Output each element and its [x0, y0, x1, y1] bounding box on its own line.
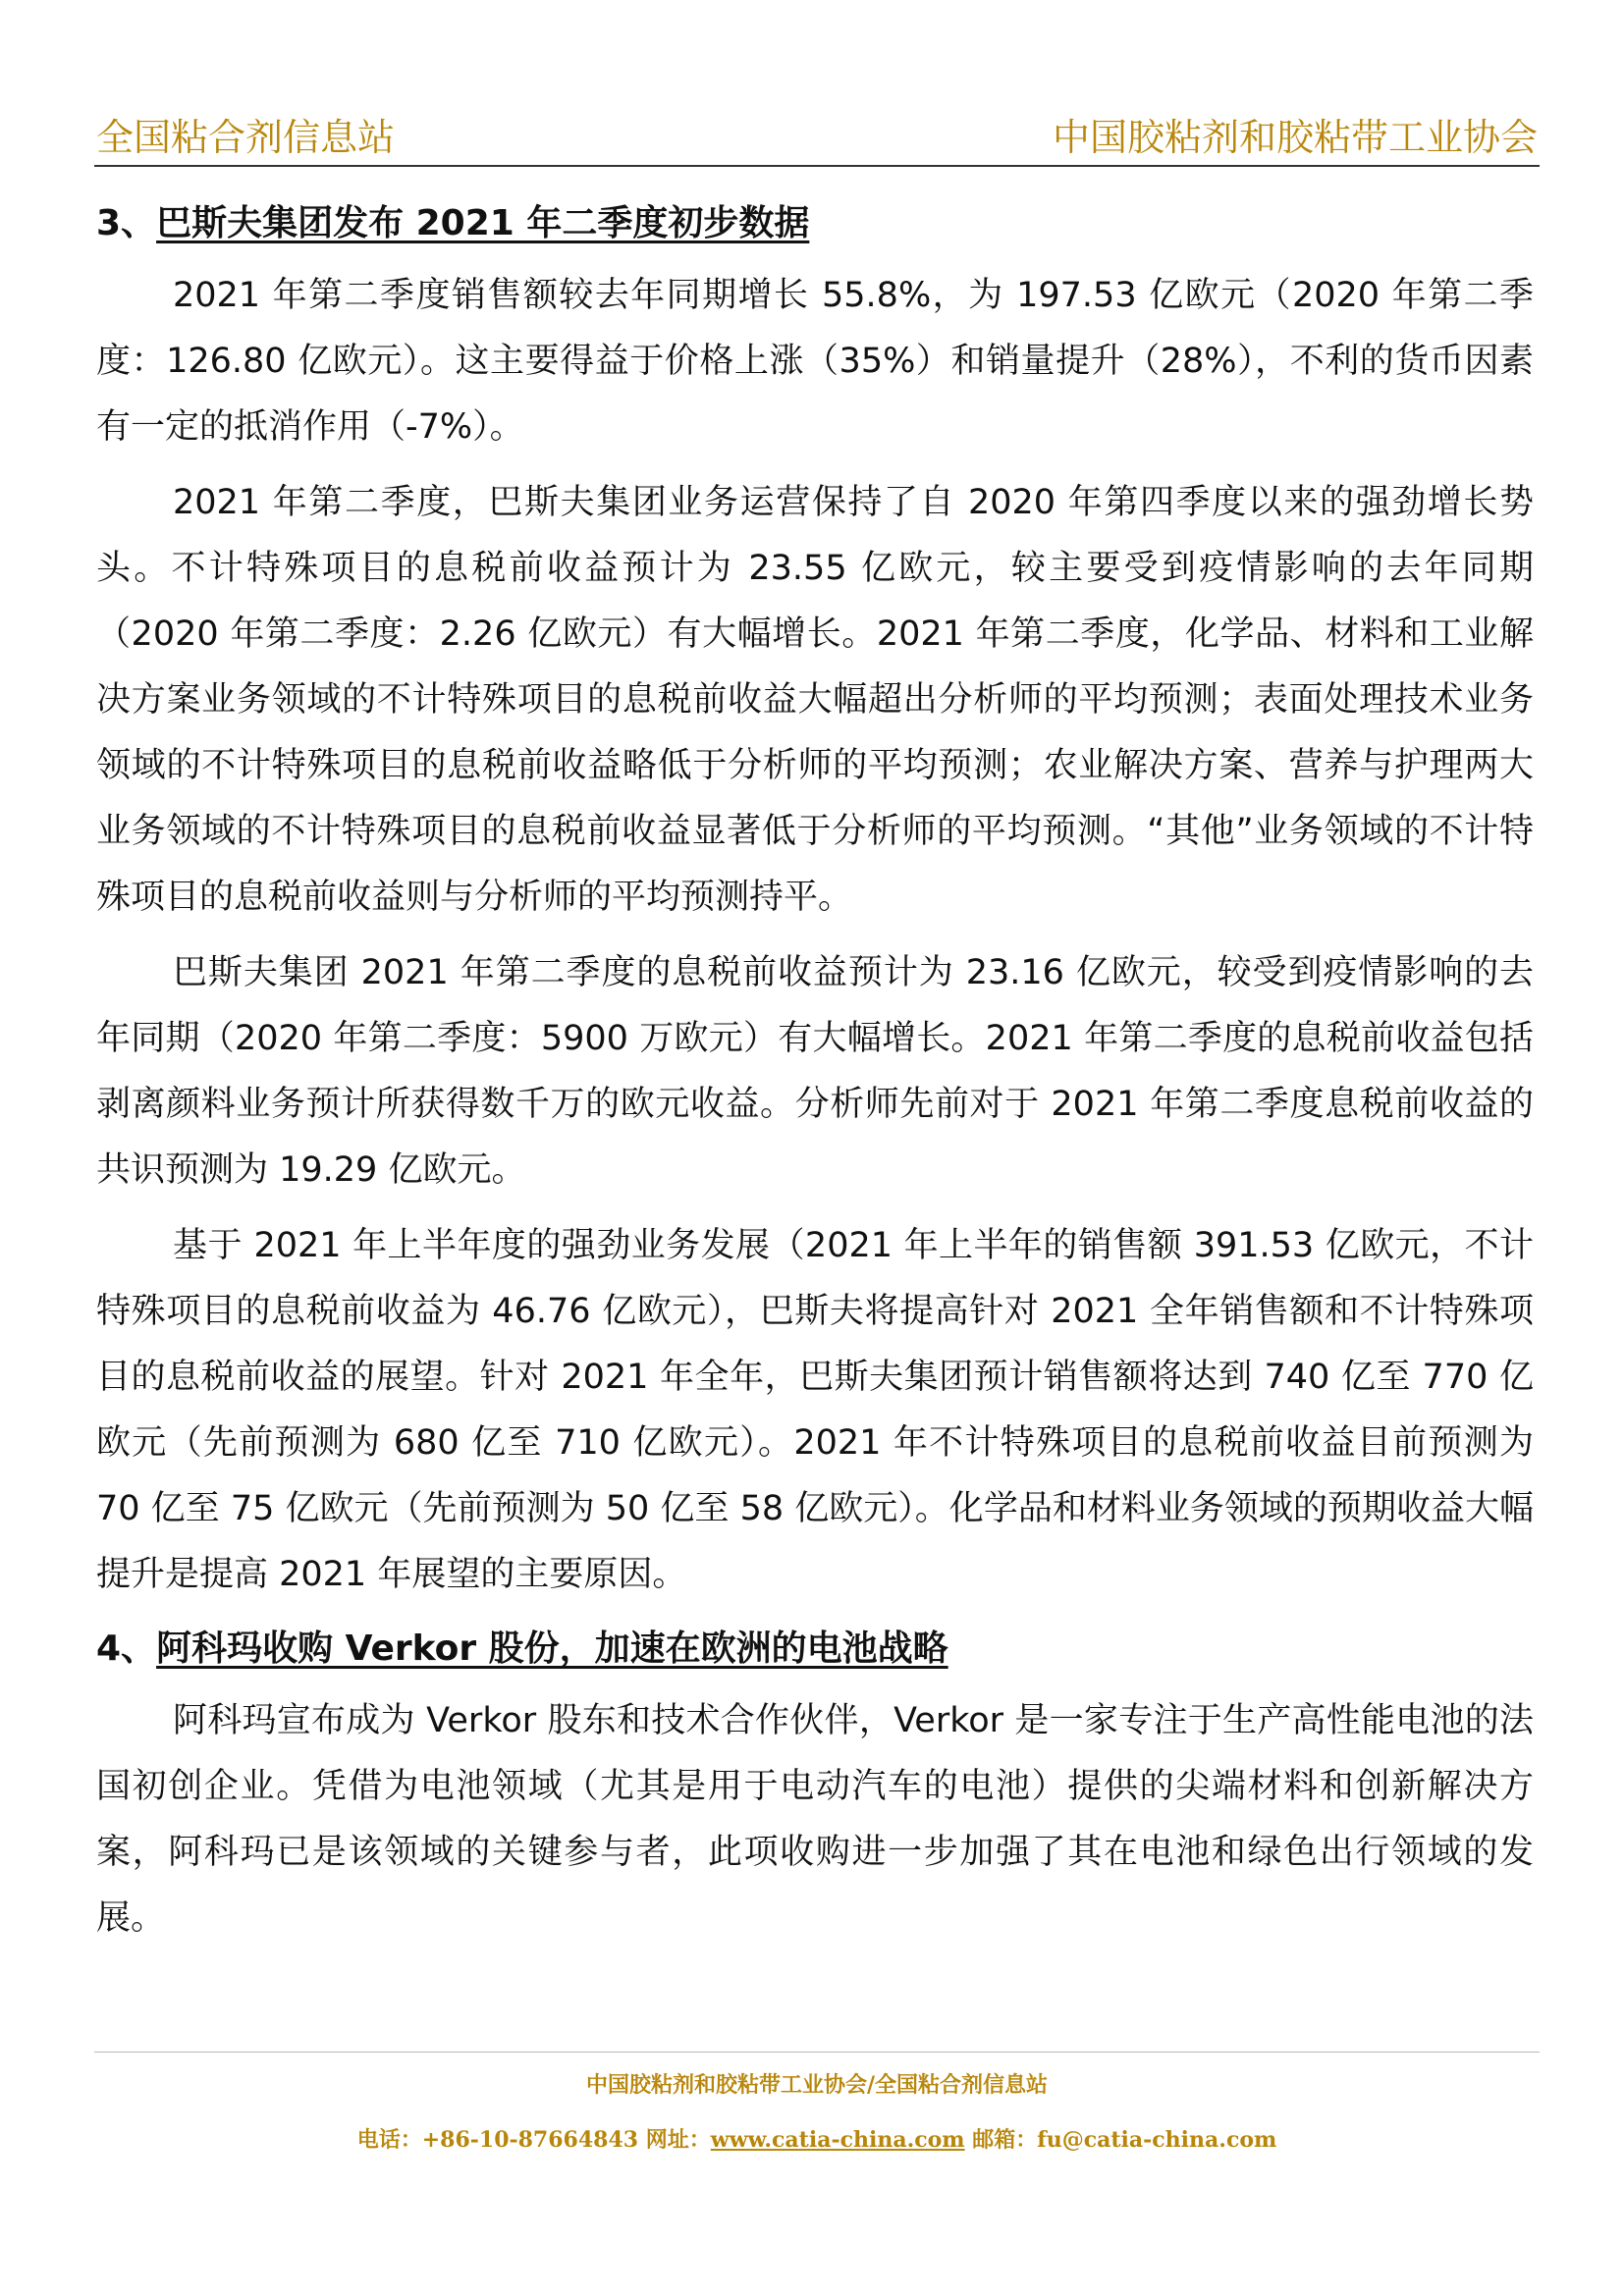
section-4-heading [96, 1618, 1534, 1681]
footer-web-label: 网址： [638, 2127, 711, 2153]
section-3-title: 巴斯夫集团发布 2021 年二季度初步数据 [156, 203, 810, 243]
section-3-paragraph-3: 巴斯夫集团 2021 年第二季度的息税前收益预计为 23.16 亿欧元，较受到疫情影响的去年同期（2020 年第二季度：5900 万欧元）有大幅增长。2021 年第二季度的息税前收益包括剥离颜料业务预计所获得数千万的欧元收益。分析师先前对于 2021 年第二季度息税前收益的共识预测为 19.29 亿欧元。 [96, 953, 1534, 1190]
footer-phone-label: 电话： [356, 2127, 422, 2153]
footer-email-label: 邮箱： [964, 2127, 1038, 2153]
footer-phone: +86-10-87664843 [421, 2127, 639, 2153]
footer-contact [94, 2125, 1540, 2155]
section-3-paragraph-2: 2021 年第二季度，巴斯夫集团业务运营保持了自 2020 年第四季度以来的强劲增长势头。不计特殊项目的息税前收益预计为 23.55 亿欧元，较主要受到疫情影响的去年同期（2020 年第二季度：2.26 亿欧元）有大幅增长。2021 年第二季度，化学品、材料和工业解决方案业务领域的不计特殊项目的息税前收益大幅超出分析师的平均预测；表面处理技术业务领域的不计特殊项目的息税前收益略低于分析师的平均预测；农业解决方案、营养与护理两大业务领域的不计特殊项目的息税前收益显著低于分析师的平均预测。“其他”业务领域的不计特殊项目的息税前收益则与分析师的平均预测持平。 [96, 483, 1534, 917]
page-header [94, 110, 1540, 167]
footer-website-link[interactable]: www.catia-china.com [710, 2127, 965, 2153]
section-4-number: 4、 [96, 1629, 157, 1669]
section-4-paragraph-1: 阿科玛宣布成为 Verkor 股东和技术合作伙伴，Verkor 是一家专注于生产高性能电池的法国初创企业。凭借为电池领域（尤其是用于电动汽车的电池）提供的尖端材料和创新解决方案，阿科玛已是该领域的关键参与者，此项收购进一步加强了其在电池和绿色出行领域的发展。 [96, 1701, 1534, 1938]
section-3-paragraph-1: 2021 年第二季度销售额较去年同期增长 55.8%，为 197.53 亿欧元（2020 年第二季度：126.80 亿欧元）。这主要得益于价格上涨（35%）和销量提升（28%），不利的货币因素有一定的抵消作用（-7%）。 [96, 276, 1534, 447]
footer-email[interactable]: fu@catia-china.com [1037, 2127, 1277, 2153]
section-3-number: 3、 [96, 203, 157, 243]
page-footer [94, 2052, 1540, 2155]
header-association-name: 中国胶粘剂和胶粘带工业协会 [1052, 116, 1538, 159]
article-body [96, 192, 1534, 1961]
header-site-name: 全国粘合剂信息站 [96, 116, 396, 159]
section-3-paragraph-4: 基于 2021 年上半年度的强劲业务发展（2021 年上半年的销售额 391.53 亿欧元，不计特殊项目的息税前收益为 46.76 亿欧元），巴斯夫将提高针对 2021 全年销售额和不计特殊项目的息税前收益的展望。针对 2021 年全年，巴斯夫集团预计销售额将达到 740 亿至 770 亿欧元（先前预测为 680 亿至 710 亿欧元）。2021 年不计特殊项目的息税前收益目前预测为 70 亿至 75 亿欧元（先前预测为 50 亿至 58 亿欧元）。化学品和材料业务领域的预期收益大幅提升是提高 2021 年展望的主要原因。 [96, 1226, 1534, 1594]
footer-organization: 中国胶粘剂和胶粘带工业协会/全国粘合剂信息站 [585, 2072, 1049, 2098]
section-3-heading [96, 192, 1534, 255]
section-4-title: 阿科玛收购 Verkor 股份，加速在欧洲的电池战略 [156, 1629, 948, 1669]
